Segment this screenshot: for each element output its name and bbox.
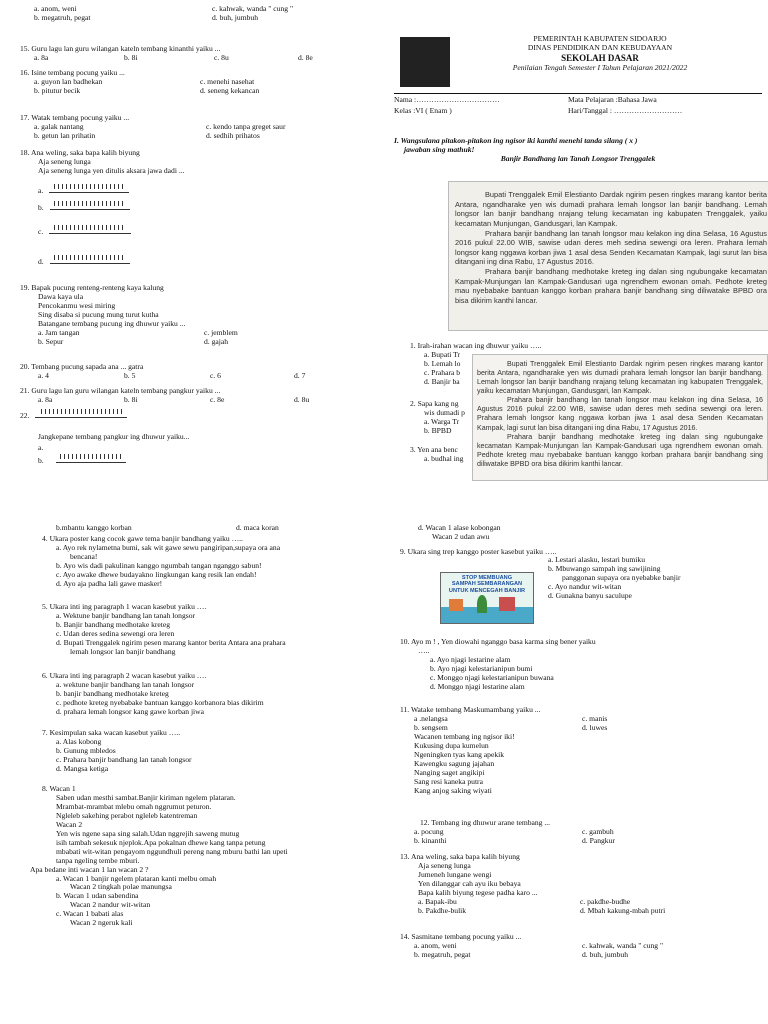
question-22: 22. Jangkepane tembang pangkur ing dhuwur yaiku... a. b. [20,408,380,466]
question-16: 16. Isine tembang pocung yaiku ... a. guyon lan badhekan c. menehi nasehat b. pitutur becik d. seneng kekancan [20,68,260,95]
poster-image: STOP MEMBUANG SAMPAH SEMBARANGAN UNTUK MENCEGAH BANJIR [440,572,534,624]
school-logo-icon [400,37,450,87]
question-5: 5. Ukara inti ing paragraph 1 wacan kasebut yaiku …. a. Wektune banjir bandhang lan tanah longsor b. Banjir bandhang medhotake kreteg c. Udan deres sedina sewengi ora leren d. Bupati Trenggalek ngirim pesen marang kantor berita Antara ana prahara lemah longsor lan banjir bandhang [42,602,286,656]
question-6: 6. Ukara inti ing paragraph 2 wacan kasebut yaiku …. a. wektune banjir bandhang lan tanah longsor b. banjir bandhang medhotake kreteg c. pedhote kreteg nyebabake bantuan kanggo korbanora bias dikirim d. prahara lemah longsor kang gawe korban jiwa [42,671,264,716]
question-9: 9. Ukara sing trep kanggo poster kasebut yaiku ….. [400,547,557,556]
house-icon [449,599,463,611]
question-10: 10. Ayo m ! , Yen diowahi nganggo basa karma sing bener yaiku ….. a. Ayo njagi lestarine alam b. Ayo njagi kelestarianipun bumi c. Monggo njagi kelestarianipun buwana d. Monggo njagi lestarine alam [400,637,596,691]
question-9-options: a. Lestari alasku, lestari bumiku b. Mbuwango sampah ing sawijining panggonan supaya ora nyebabke banjir c. Ayo nandur wit-witan d. Gunakna banyu saculupe [548,555,681,600]
question-11: 11. Watake tembang Maskumambang yaiku ... a .nelangsa c. manis b. sengsem d. luwes Wacanen tembang ing ngisor iki! Kukusing dupa kumelun Ngeningken tyas kang apekik Kawengku sagung jajahan Nanging saget angikipi Sang resi kaneka putra Kang anjog saking wiyati [400,705,608,795]
option-row: a. anom, weni c. kahwak, wanda " cung " [34,4,294,13]
javanese-script-option-b [50,200,130,210]
question-19: 19. Bapak pucung renteng-renteng kaya kalung Dawa kaya ula Pencokanmu wesi miring Sing disaba si pucung mung turut kutha Batangane tembang pucung ing dhuwur yaiku ... a. Jam tangan c. jemblem b. Sepur d. gajah [20,283,238,346]
page-bottom [0,516,768,1024]
question-15: 15. Guru lagu lan guru wilangan kateln tembang kinanthi yaiku ... a. 8a b. 8i c. 8u d. 8e [20,44,313,62]
question-12: 12. Tembang ing dhuwur arane tembang ... a. pocung c. gambuh b. kinanthi d. Pangkur [414,818,615,845]
question-8-option-d: d. Wacan 1 alase kobongan Wacan 2 udan awu [418,523,501,541]
question-8: 8. Wacan 1 Saben udan mesthi sambat.Banjir kiriman ngelem plataran. Mrambat-mrambat mlebu omah nggrumut peturon. Ngleleb sakehing perabot ngleleb katentreman Wacan 2 Yen wis ngene sapa sing salah.Udan nggrejih saweng mutug isih tambah sekesuk njeplok.Apa pokalnan dhewe kang tanpa petung mbabati wit-witan pengayom nggundhuli pereng nang mburu bathi lan upeti tanpa ngeling tembe mburi. Apa bedane inti wacan 1 lan wacan 2 ? a. Wacan 1 banjir ngelem plataran kanti melbu omah Wacan 2 tingkah polae manungsa b. Wacan 1 udan sabendina Wacan 2 nandur wit-witan c. Wacan 1 babati alas Wacan 2 ngeruk kali [30,784,288,928]
question-2: 2. Sapa kang ng wis dumadi p a. Warga Tr b. BPBD [410,399,465,435]
identity-fields: Nama :…………………………… Mata Pelajaran :Bahasa Jawa Kelas :VI ( Enam ) Hari/Tanggal : ……………………… [394,95,683,115]
question-18: 18. Ana weling, saka bapa kalih biyung Aja seneng lunga Aja seneng lunga yen ditulis aksara jawa dadi ... a. b. c. d. [20,148,185,266]
question-20: 20. Tembang pucung sapada ana ... gatra a. 4 b. 5 c. 6 d. 7 [20,362,306,380]
reading-passage-image-duplicate: Bupati Trenggalek Emil Elestianto Dardak ngirim pesen ringkes marang kantor berita Antara, ngandharake yen wis dumadi prahara lemah longsor lan banjir bandhang. Lemah longsor lan banjir bandhang nrajang telung kecamatan ing kabupaten Trenggalek, yaiku kecamatan Munjungan, Gandusgari, lan Kampak. Prahara banjir bandhang lan tanah longsor mau kelakon ing dina Selasa, 16 Agustus 2016 pukul 22.00 WIB, sawise udan deres meh sedina sewengi ora leren. Prahara lemah longsor kang nggawa korban jiwa 1 asal desa Senden Kecamatan Kampak, lagi surut lan bisa ditangani ing dina Rabu, 17 Agustus 2016. Prahara banjir bandhang medhotake kreteg ing dalan sing ngubungake kecamatan Kampak-Munjungan lan Kampak-Gandusari uga ngrendhem ewonan omah. Pedhote kreteg mau nyebabake bantuan kanggo korban prahara banjir bandhang sing diliwatake BPBD ora bisa dikirim kanthi lancar. [472,354,768,481]
option-row: b. megatruh, pegat d. buh, jumbuh [34,12,258,22]
question-13: 13. Ana weling, saka bapa kalih biyung Aja seneng lunga Jumeneh lungane wengi Yen dilanggar cah ayu iku bebaya Bapa kalih biyung tegese padha karo ... a. Bapak-ibu c. pakdhe-budhe b. Pakdhe-bulik d. Mbah kakung-mbah putri [400,852,666,915]
question-14: 14. Sasmitane tembang pocung yaiku ... a. anom, weni c. kahwak, wanda " cung " b. megatruh, pegat d. buh, jumbuh [400,932,664,959]
javanese-script-option-b [56,453,126,463]
question-3: 3. Yen ana benc a. budhal ing [410,445,464,463]
question-7: 7. Kesimpulan saka wacan kasebut yaiku ….. a. Alas kobong b. Gunung mbledos c. Prahara banjir bandhang lan tanah longsor d. Mangsa ketiga [42,728,192,773]
letterhead: PEMERINTAH KABUPATEN SIDOARJO DINAS PENDIDIKAN DAN KEBUDAYAAN SEKOLAH DASAR Penilaian Tengah Semester I Tahun Pelajaran 2021/2022 [512,34,688,72]
question-1: 1. Irah-irahan wacan ing dhuwur yaiku ….. a. Bupati Tr b. Lemah lo c. Prahara b d. Banjir ba [410,341,542,386]
javanese-script-option-d [50,254,130,264]
right-top-column [390,0,767,512]
house-icon [499,597,515,611]
question-17: 17. Watak tembang pocung yaiku ... a. galak nantang c. kendo tanpa greget saur b. getun lan prihatin d. sedhih prihatos [20,113,286,140]
javanese-script-option-c [49,224,131,234]
javanese-script-option-a [49,183,129,193]
question-21: 21. Guru lagu lan guru wilangan kateln tembang pangkur yaiku ... a. 8a b. 8i c. 8e d. 8u [20,386,310,404]
reading-passage-image: Bupati Trenggalek Emil Elestianto Dardak ngirim pesen ringkes marang kantor berita Antara, ngandharake yen wis dumadi prahara lemah longsor lan banjir bandhang. Lemah longsor lan banjir bandhang nrajang telung kecamatan ing kabupaten Trenggalek, yaiku kecamatan Munjungan, Gandusgari, lan Kampak. Prahara banjir bandhang lan tanah longsor mau kelakon ing dina Selasa, 16 Agustus 2016 pukul 22.00 WIB, sawise udan deres meh sedina sewengi ora leren. Prahara lemah longsor kang nggawa korban jiwa 1 asal desa Senden Kecamatan Kampak, lagi surut lan bisa ditangani ing dina Rabu, 17 Agustus 2016. Prahara banjir bandhang medhotake kreteg ing dalan sing ngubungake kecamatan Kampak-Munjungan lan Kampak-Gandusari uga ngrendhem ewonan omah. Pedhote kreteg mau nyebabake bantuan kanggo korban prahara banjir bandhang sing diliwatake BPBD ora bisa dikirim kanthi lancar. [448,181,768,331]
option-row: b.mbantu kanggo korban d. maca koran [56,523,279,532]
question-4: 4. Ukara poster kang cocok gawe tema banjir bandhang yaiku ….. a. Ayo rek nylametna bumi, sak wit gawe sewu pangiripan,supaya ora ana bencana! b. Ayo wis dadi pakulinan kanggo ngumbah tangan nganggo sabun! c. Ayo awake dhewe budayakno lingkungan kang resik lan endah! d. Ayo aja padha lali gawe masker! [42,534,281,588]
instruction: I. Wangsulana pitakon-pitakon ing ngisor iki kanthi menehi tanda silang ( x ) jawaban sing mathuk! Banjir Bandhang lan Tanah Longsor Trenggalek [394,136,656,163]
letterhead-divider [394,93,762,94]
tree-icon [477,595,487,613]
javanese-script-verse [35,408,127,418]
